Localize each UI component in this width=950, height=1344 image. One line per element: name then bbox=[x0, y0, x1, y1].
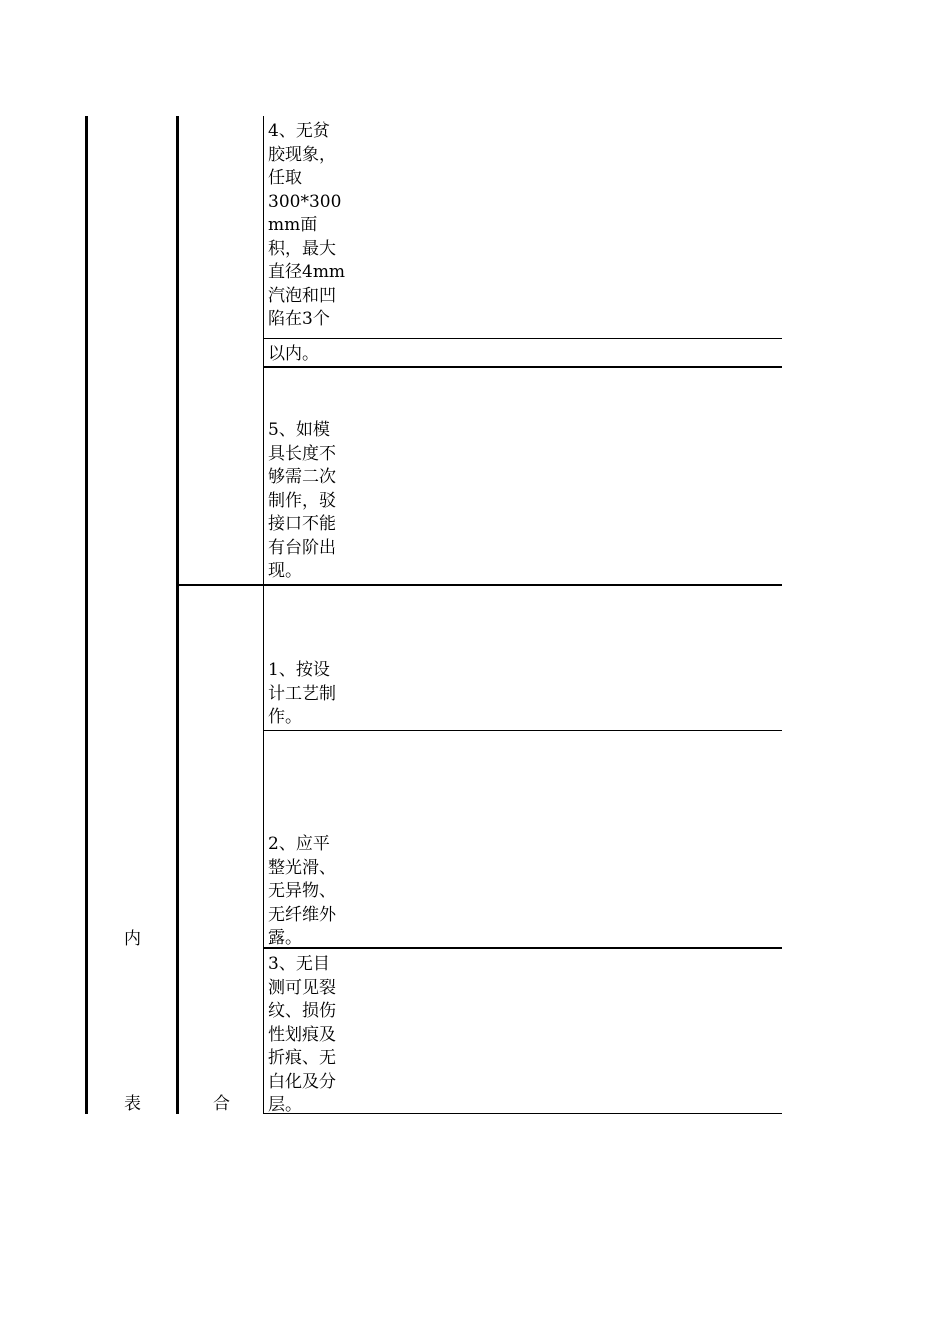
requirement-3-text: 3、无目 测可见裂 纹、损伤 性划痕及 折痕、无 白化及分 层。 bbox=[268, 954, 336, 1115]
requirement-2-text: 2、应平 整光滑、 无异物、 无纤维外 露。 bbox=[268, 834, 336, 948]
column2-char-he: 合 bbox=[213, 1094, 230, 1114]
section-border bbox=[177, 584, 782, 586]
requirement-4-text: 4、无贫 胶现象， 任取 300*300 mm面 积，最大 直径4mm 汽泡和凹 陷在3个 bbox=[268, 121, 346, 329]
column-divider-2 bbox=[263, 116, 264, 1114]
column1-char-nei: 内 bbox=[124, 929, 141, 949]
column-divider-1 bbox=[176, 116, 179, 1114]
requirement-1-text: 1、按设 计工艺制 作。 bbox=[268, 660, 336, 727]
requirement-4-continued-text: 以内。 bbox=[268, 344, 319, 364]
row-border bbox=[264, 730, 782, 731]
row-border bbox=[264, 338, 782, 339]
table-left-border bbox=[85, 116, 88, 1114]
requirement-5-text: 5、如模 具长度不 够需二次 制作，驳 接口不能 有台阶出 现。 bbox=[268, 420, 336, 581]
column1-char-biao: 表 bbox=[124, 1094, 141, 1114]
